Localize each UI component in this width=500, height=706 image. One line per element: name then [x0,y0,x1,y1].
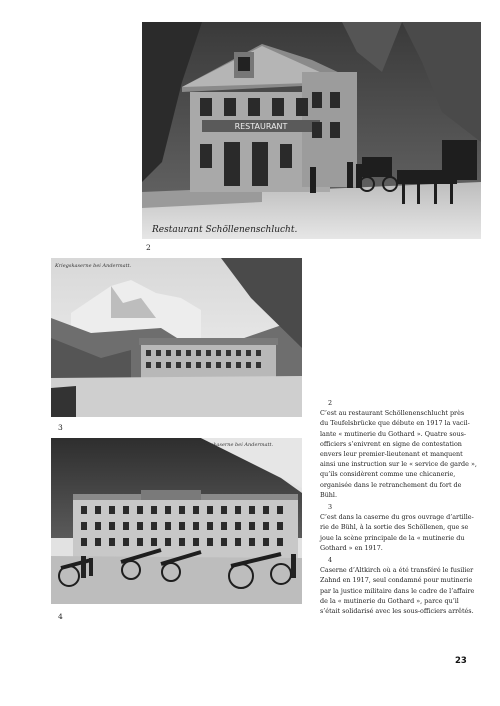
restaurant-sign-text: RESTAURANT [234,122,288,131]
caption-line: C’est au restaurant Schöllenenschlucht près [320,409,465,418]
caption-line: par la justice militaire dans le cadre de l’affaire [320,586,475,595]
caption-line: Gothard » en 1917. [320,543,383,552]
caption-line: rie de Bühl, à la sortie des Schöllenen, que se [320,523,469,532]
caption-line: lante « mutinerie du Gothard ». Quatre sous- [320,429,467,438]
caption-line: ainsi une instruction sur le « service de garde », [320,460,477,469]
caption-number: 4 [328,556,333,565]
page-number: 23 [455,656,467,666]
caption-2 [320,398,480,500]
caption-line: joue la scène principale de la « mutinerie du [320,533,465,542]
caption-line: s’était solidarisé avec les sous-officiers arrêtés. [320,607,474,616]
caption-line: Bühl. [320,490,338,499]
photo-restaurant-schoellenenschlucht [142,22,481,239]
plate-caption-kriegskaserne: Kriegskaserne bei Andermatt. [55,263,132,269]
caption-number: 2 [328,399,333,407]
caption-line: Caserne d’Altkirch où a été transféré le fusilier [320,566,474,575]
caption-line: C’est dans la caserne du gros ouvrage d’artille- [320,513,474,522]
caption-line: envers leur premier-lieutenant et manquent [320,450,463,459]
caption-3 [320,502,480,553]
caption-line: organisée dans le retranchement du fort de [320,480,462,489]
caption-line: officiers s’enivrent en signe de contestation [320,439,462,448]
photo-friedenskaserne [51,438,302,604]
figure-number-2: 2 [146,243,151,252]
caption-4 [320,555,480,616]
caption-line: du Teufelsbrücke que débute en 1917 la vacil- [320,419,470,428]
caption-number: 3 [328,503,333,512]
photo-kriegskaserne [51,258,302,417]
plate-caption-restaurant: Restaurant Schöllenenschlucht. [152,225,298,235]
caption-column [320,398,480,618]
caption-line: Zahnd en 1917, seul condamné pour mutinerie [320,576,473,585]
figure-number-4: 4 [58,612,63,621]
caption-line: qu’ils considèrent comme une chicanerie, [320,470,456,479]
caption-line: de la « mutinerie du Gothard », parce qu’il [320,596,459,605]
plate-caption-friedenskaserne: Friedenskaserne bei Andermatt. [191,442,274,448]
figure-number-3: 3 [58,423,63,432]
